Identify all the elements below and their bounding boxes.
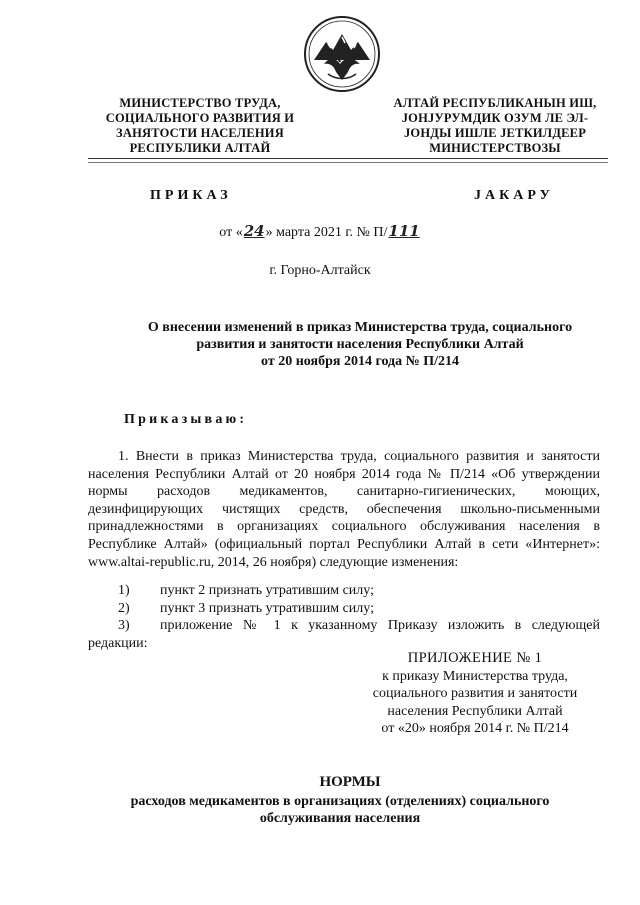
norms-heading: НОРМЫ bbox=[319, 774, 381, 790]
list-item: 2) пункт 3 признать утратившим силу; bbox=[118, 600, 374, 616]
appendix-reference: ПРИЛОЖЕНИЕ № 1 к приказу Министерства труда, социального развития и занятости населения Республики Алтай от «20» ноября 2014 г. № П/214 bbox=[355, 650, 595, 738]
header-divider bbox=[88, 158, 608, 159]
list-item-continuation: редакции: bbox=[88, 635, 148, 651]
norms-subheading: расходов медикаментов в организациях (отделениях) социального обслуживания населения bbox=[130, 794, 550, 826]
list-item: 3) приложение № 1 к указанному Приказу изложить в следующей bbox=[118, 618, 600, 634]
handwritten-day: 24 bbox=[243, 222, 265, 240]
appendix-heading: ПРИЛОЖЕНИЕ № 1 bbox=[407, 650, 543, 666]
ministry-name-altai: АЛТАЙ РЕСПУБЛИКАНЫН ИШ, ЈОНЈУРУМДИК ОЗУМ ЛЕ ЭЛ- ЈОНДЫ ИШЛЕ ЈЕТКИЛДЕЕР МИНИСТЕРСТВОЗЫ bbox=[393, 96, 597, 155]
order-date-line: от «24» марта 2021 г. № П/111 bbox=[219, 222, 420, 240]
list-item: 1) пункт 2 признать утратившим силу; bbox=[118, 583, 374, 598]
snow-leopard-griffin-emblem-icon bbox=[302, 14, 382, 94]
paragraph-1: 1. Внести в приказ Министерства труда, социального развития и занятости населения Республики Алтай от 20 ноября 2014 года № П/214 «Об утверждении нормы расходов медикаментов, санитарно-гигиенических, моющих, дезинфицирующих чистящих средств, обеспечения школьно-письменными принадлежностями в организациях социального обслуживания населения в Республике Алтай» (официальный портал Республики Алтай в сети «Интернет»: www.altai-republic.ru, 2014, 26 ноября) следующие изменения: bbox=[88, 449, 600, 570]
ministry-name-russian: МИНИСТЕРСТВО ТРУДА, СОЦИАЛЬНОГО РАЗВИТИЯ И ЗАНЯТОСТИ НАСЕЛЕНИЯ РЕСПУБЛИКИ АЛТАЙ bbox=[105, 96, 295, 155]
handwritten-order-number: 111 bbox=[388, 222, 420, 240]
directive-word: Приказываю: bbox=[124, 412, 248, 427]
order-title-altai: ЈАКАРУ bbox=[474, 188, 554, 203]
header-divider-thin bbox=[88, 162, 608, 163]
city: г. Горно-Алтайск bbox=[269, 263, 371, 278]
amendment-list bbox=[88, 582, 600, 652]
order-title-russian: ПРИКАЗ bbox=[150, 188, 232, 203]
document-title: О внесении изменений в приказ Министерства труда, социального развития и занятости населения Республики Алтай от 20 ноября 2014 года № П/214 bbox=[147, 320, 573, 369]
